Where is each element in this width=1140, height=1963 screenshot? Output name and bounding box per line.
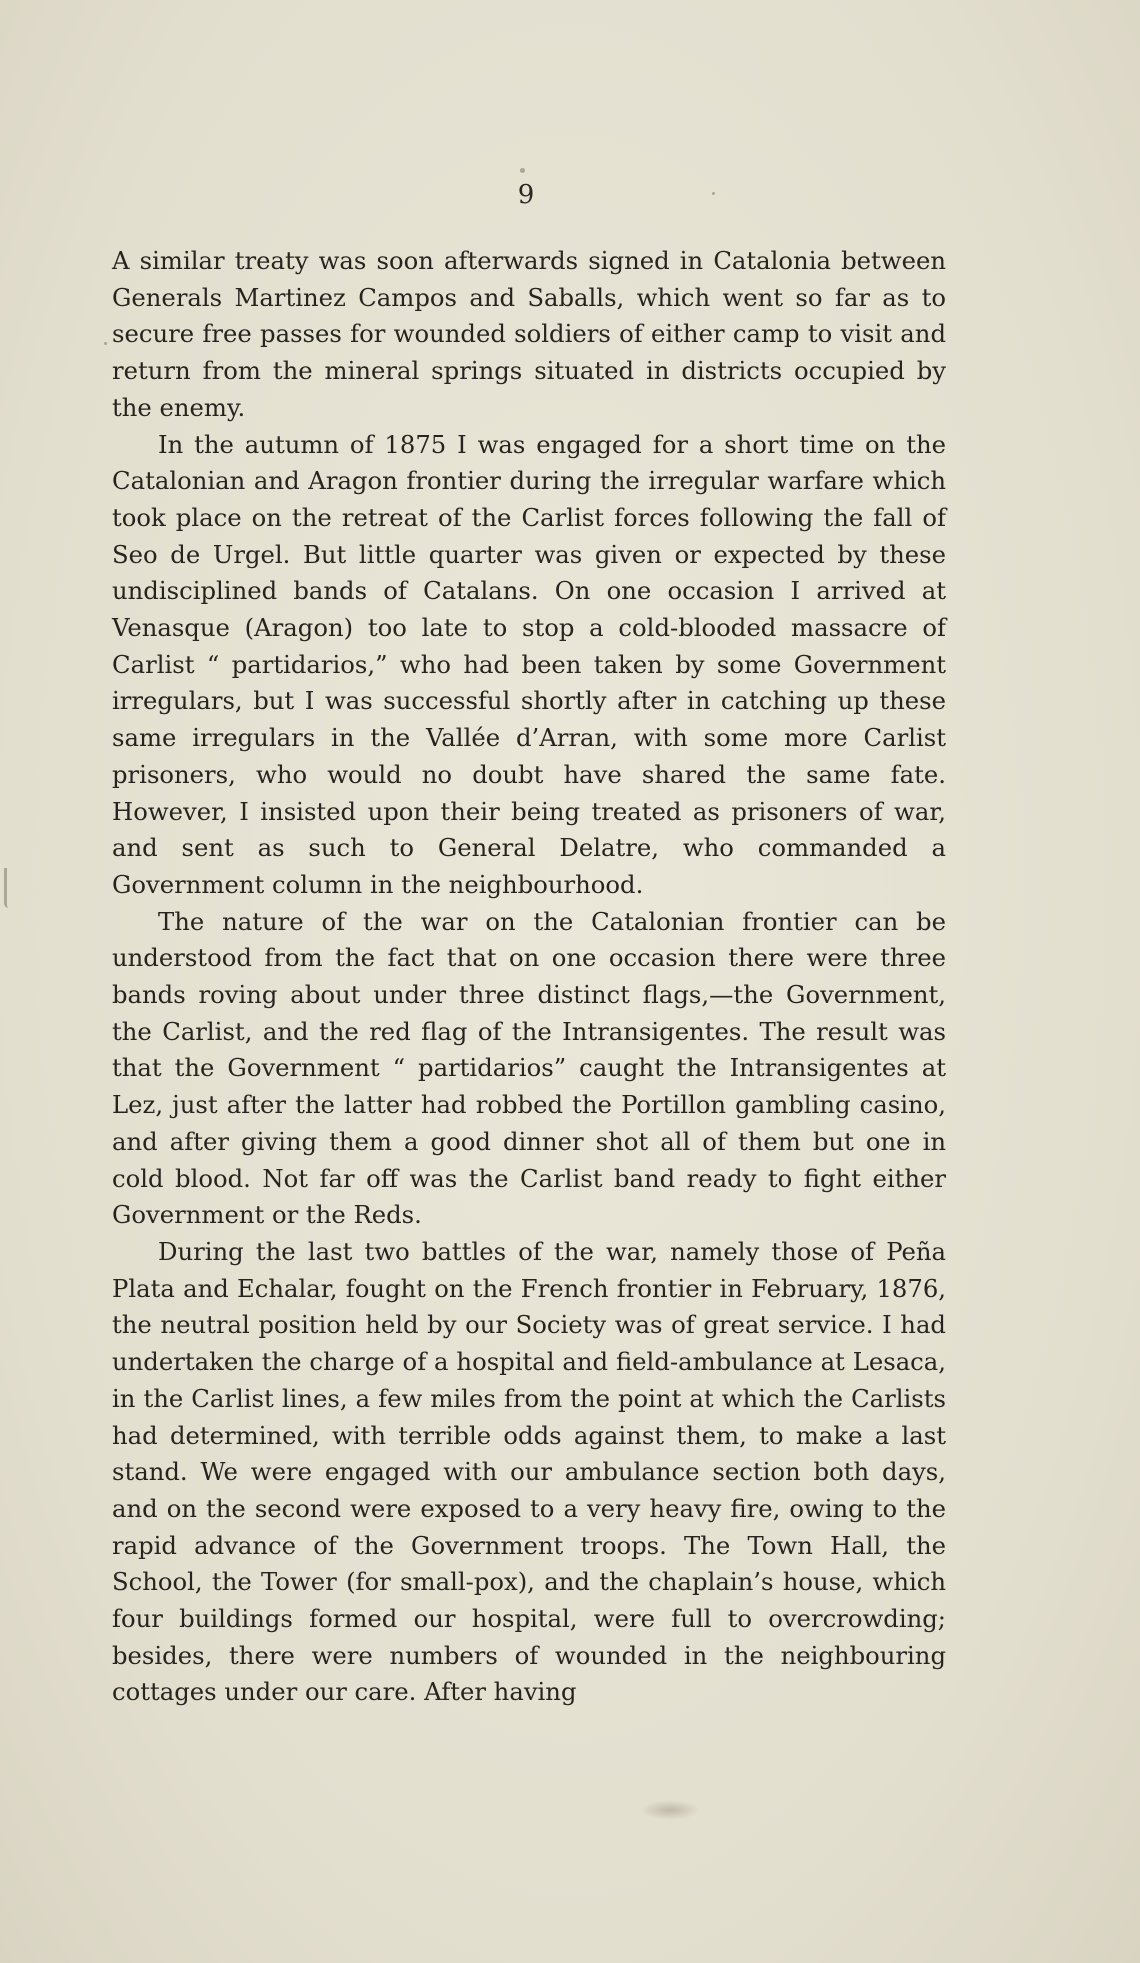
paragraph: The nature of the war on the Catalonian frontier can be understood from the fact that on one occasion there were three bands roving about under three distinct flags,—the Government, the Carlist, and the red flag of the Intransigentes. The result was that the Government “ partidarios” caught the Intransigentes at Lez, just after the latter had robbed the Portillon gambling casino, and after giving them a good dinner shot all of them but one in cold blood. Not far off was the Carlist band ready to fight either Government or the Reds. [112, 906, 946, 1230]
paragraph: During the last two battles of the war, namely those of Peña Plata and Echalar, fought on the French frontier in February, 1876, the neutral position held by our Society was of great service. I had undertaken the charge of a hospital and field-ambulance at Lesaca, in the Carlist lines, a few miles from the point at which the Carlists had determined, with terrible odds against them, to make a last stand. We were engaged with our ambulance section both days, and on the second were exposed to a very heavy fire, owing to the rapid advance of the Government troops. The Town Hall, the School, the Tower (for small-pox), and the chaplain’s house, which four buildings formed our hospital, were full to overcrowding; besides, there were numbers of wounded in the neighbouring cottages under our care. After having [112, 1236, 946, 1707]
page-smudge [640, 1800, 700, 1820]
paragraph: A similar treaty was soon afterwards signed in Catalonia between Generals Martinez Campos and Saballs, which went so far as to secure free passes for wounded soldiers of either camp to visit and return from the mineral springs situated in districts occupied by the enemy. [112, 246, 946, 422]
page-number: 9 [517, 180, 535, 210]
ink-speck [104, 342, 107, 345]
paragraph: In the autumn of 1875 I was engaged for a short time on the Catalonian and Aragon frontier during the irregular warfare which took place on the retreat of the Carlist forces following the fall of Seo de Urgel. But little quarter was given or expected by these undisciplined bands of Catalans. On one occasion I arrived at Venasque (Aragon) too late to stop a cold-blooded massacre of Carlist “ partidarios,” who had been taken by some Government irregulars, but I was successful shortly after in catching up these same irregulars in the Vallée d’Arran, with some more Carlist prisoners, who would no doubt have shared the same fate. However, I insisted upon their being treated as prisoners of war, and sent as such to General Delatre, who commanded a Government column in the neighbourhood. [112, 429, 946, 899]
margin-mark [4, 868, 13, 908]
ink-speck [520, 168, 525, 173]
body-text [112, 243, 946, 1711]
